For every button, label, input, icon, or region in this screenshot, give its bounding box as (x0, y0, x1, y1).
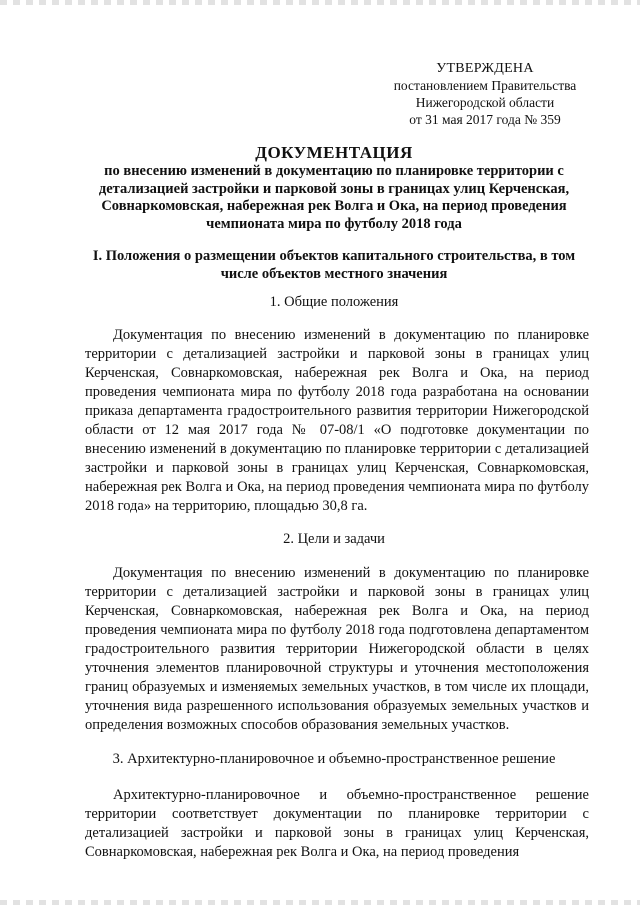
document-title (84, 142, 584, 233)
scan-edge-bottom (0, 900, 640, 905)
section-title: I. Положения о размещении объектов капитального строительства, в том числе объектов местного значения (92, 248, 576, 282)
approval-stamp (372, 60, 598, 128)
approval-heading: УТВЕРЖДЕНА (436, 61, 534, 76)
title-subtitle: по внесению изменений в документацию по планировке территории с детализацией застройки и парковой зоны в границах улиц Керченская, Совнаркомовская, набережная рек Волга и Ока, на период проведения чемпионата мира по футболу 2018 года (98, 163, 570, 232)
approval-line: Нижегородской области (415, 95, 555, 110)
subsection-heading-general: 1. Общие положения (269, 294, 399, 310)
subsection-heading-architecture: 3. Архитектурно-планировочное и объемно-пространственное решение (112, 751, 556, 767)
paragraph-general: Документация по внесению изменений в документацию по планировке территории с детализацией застройки и парковой зоны в границах улиц Керченская, Совнаркомовская, набережная рек Волга и Ока, на период проведения чемпионата мира по футболу 2018 года разработана на основании приказа департамента градостроительного развития территории Нижегородской области от 12 мая 2017 года № 07-08/1 «О подготовке документации по внесению изменений в документацию по планировке территории с детализацией застройки и парковой зоны в границах улиц Керченская, Совнаркомовская, набережная рек Волга и Ока, на период проведения чемпионата мира по футболу 2018 года» на территорию, площадью 30,8 га. (85, 327, 589, 514)
scan-edge-top (0, 0, 640, 5)
approval-date: от 31 мая 2017 года № 359 (409, 112, 561, 127)
subsection-heading-goals: 2. Цели и задачи (283, 531, 385, 547)
approval-line: постановлением Правительства (393, 78, 577, 93)
paragraph-architecture: Архитектурно-планировочное и объемно-пространственное решение территории соответствует документации по планировке территории с детализацией застройки и парковой зоны в границах улиц Керченская, Совнаркомовская, набережная рек Волга и Ока, на период проведения (85, 787, 589, 860)
title-main: ДОКУМЕНТАЦИЯ (255, 143, 413, 162)
paragraph-goals: Документация по внесению изменений в документацию по планировке территории с детализацией застройки и парковой зоны в границах улиц Керченская, Совнаркомовская, набережная рек Волга и Ока, на период проведения чемпионата мира по футболу 2018 года подготовлена департаментом градостроительного развития территории Нижегородской области в целях уточнения элементов планировочной структуры и уточнения местоположения границ образуемых и изменяемых земельных участков, в том числе их площади, уточнения вида разрешенного использования образуемых земельных участков и определения возможных способов образования земельных участков. (85, 565, 589, 733)
